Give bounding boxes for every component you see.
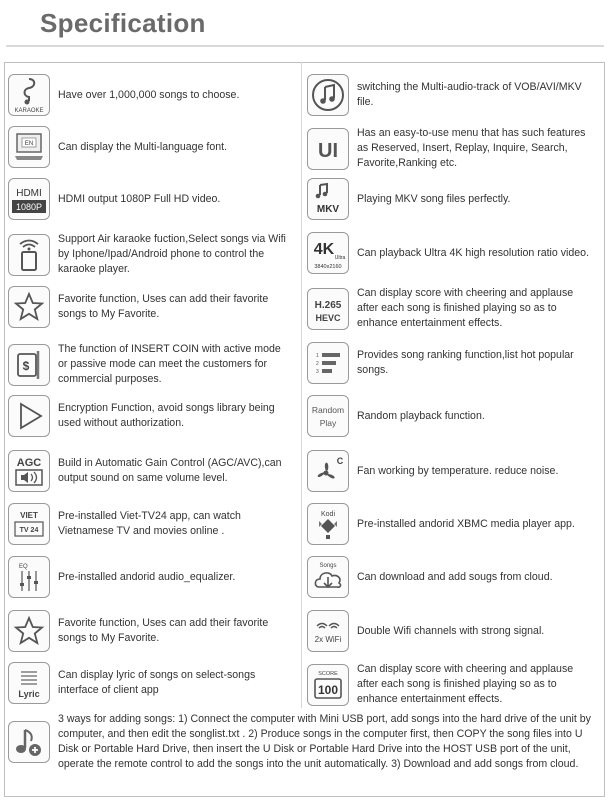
- svg-text:Random: Random: [311, 405, 345, 415]
- feature-text: Can download and add sougs from cloud.: [357, 570, 553, 583]
- feature-item: [8, 503, 304, 545]
- feature-text: Pre-installed Viet-TV24 app, can watch Vietnamese TV and movies online .: [58, 510, 241, 537]
- feature-text: Playing MKV song files perfectly.: [357, 192, 511, 205]
- ranking-icon: [307, 342, 349, 384]
- svg-text:UI: UI: [318, 139, 338, 162]
- feature-text: Random playback function.: [357, 409, 485, 422]
- svg-text:C: C: [336, 456, 344, 466]
- svg-text:2: 2: [316, 361, 319, 367]
- feature-text: HDMI output 1080P Full HD video.: [58, 192, 221, 205]
- feature-text: Has an easy-to-use menu that has such features as Reserved, Insert, Replay, Inquire, Search, Favorite,Ranking etc.: [357, 127, 586, 169]
- fan-icon: [307, 450, 349, 492]
- lyric-icon: [8, 662, 50, 704]
- svg-text:Lyric: Lyric: [18, 689, 40, 699]
- svg-text:4K: 4K: [313, 241, 335, 258]
- svg-text:HEVC: HEVC: [315, 312, 341, 323]
- feature-item: [307, 232, 603, 274]
- svg-text:Play: Play: [319, 418, 337, 428]
- star-icon: [8, 610, 50, 652]
- feature-text: Favorite function, Uses can add their favorite songs to My Favorite.: [58, 617, 269, 644]
- svg-text:1080P: 1080P: [15, 202, 43, 212]
- svg-text:$: $: [22, 358, 30, 373]
- svg-text:EN: EN: [24, 141, 34, 147]
- kodi-icon: [307, 503, 349, 545]
- feature-item: [8, 395, 304, 437]
- svg-text:Kodi: Kodi: [320, 511, 336, 518]
- agc-icon: [8, 450, 50, 492]
- cloud-download-icon: [307, 556, 349, 598]
- feature-text: 3 ways for adding songs: 1) Connect the computer with Mini USB port, add songs into the hard drive of the unit by computer, and then edit the songlist.txt . 2) Produce songs in the computer first, then COPY the song files into U Disk or Portable Hard Drive, then insert the U Disk or Portable Hard Drive into the HOST USB port of the unit, operate the remote control to add the songs into the unit automatically. 3) Download and add songs from cloud.: [58, 713, 591, 770]
- air-karaoke-icon: [8, 234, 50, 276]
- svg-text:3: 3: [316, 369, 319, 375]
- add-songs-icon: [8, 721, 50, 763]
- svg-text:Songs: Songs: [319, 563, 337, 569]
- svg-text:EQ: EQ: [19, 564, 28, 570]
- dual-wifi-icon: [307, 610, 349, 652]
- feature-item: [307, 662, 603, 707]
- feature-item: [307, 126, 603, 171]
- svg-text:H.265: H.265: [314, 299, 342, 311]
- svg-text:KARAOKE: KARAOKE: [14, 108, 44, 114]
- svg-text:AGC: AGC: [16, 457, 42, 469]
- svg-text:MKV: MKV: [316, 204, 340, 215]
- encryption-play-icon: [8, 395, 50, 437]
- feature-item: [307, 178, 603, 220]
- feature-text: Can display the Multi-language font.: [58, 140, 228, 153]
- feature-item: [8, 74, 304, 116]
- feature-text: switching the Multi-audio-track of VOB/AVI/MKV file.: [357, 81, 582, 108]
- svg-text:TV 24: TV 24: [19, 527, 39, 534]
- feature-text: Can display score with cheering and applause after each song is finished playing so as to enhance entertainment effects.: [357, 287, 574, 329]
- page-title: Specification: [40, 8, 206, 38]
- feature-text: Can playback Ultra 4K high resolution ratio video.: [357, 246, 590, 259]
- feature-item: [307, 286, 603, 331]
- feature-item: [8, 610, 304, 652]
- svg-text:100: 100: [317, 682, 339, 697]
- feature-text: Provides song ranking function,list hot popular songs.: [357, 349, 574, 376]
- mkv-icon: [307, 178, 349, 220]
- svg-text:VIET: VIET: [20, 511, 38, 520]
- svg-text:HDMI: HDMI: [16, 188, 42, 199]
- feature-item: [8, 556, 304, 598]
- star-icon: [8, 286, 50, 328]
- feature-text: Pre-installed andorid audio_equalizer.: [58, 570, 236, 583]
- feature-item: [8, 450, 304, 492]
- feature-text: Can display lyric of songs on select-songs interface of client app: [58, 669, 256, 696]
- feature-item: [307, 503, 603, 545]
- music-play-icon: [307, 74, 349, 116]
- random-play-icon: [307, 395, 349, 437]
- svg-text:Ultra: Ultra: [334, 255, 346, 261]
- svg-text:1: 1: [316, 353, 319, 359]
- feature-item: [8, 342, 304, 387]
- viet-tv-icon: [8, 503, 50, 545]
- feature-item: [307, 450, 603, 492]
- equalizer-icon: [8, 556, 50, 598]
- title-divider: [6, 45, 604, 47]
- feature-item: [8, 232, 304, 277]
- feature-text: Support Air karaoke fuction,Select songs via Wifi by Iphone/Ipad/Android phone to control the karaoke player.: [58, 233, 286, 275]
- ui-icon: [307, 128, 349, 170]
- svg-text:3840x2160: 3840x2160: [314, 264, 342, 270]
- insert-coin-icon: [8, 344, 50, 386]
- feature-add-songs: [8, 712, 603, 772]
- feature-item: [307, 395, 603, 437]
- h265-icon: [307, 288, 349, 330]
- svg-text:2x WiFi: 2x WiFi: [314, 635, 342, 644]
- feature-item: [8, 126, 304, 168]
- 4k-icon: [307, 232, 349, 274]
- feature-text: Can display score with cheering and applause after each song is finished playing so as to enhance entertainment effects.: [357, 663, 574, 705]
- score-icon: [307, 664, 349, 706]
- feature-item: [307, 610, 603, 652]
- feature-item: [307, 556, 603, 598]
- feature-text: Favorite function, Uses can add their favorite songs to My Favorite.: [58, 293, 269, 320]
- feature-item: [307, 74, 603, 116]
- feature-text: Pre-installed andorid XBMC media player app.: [357, 517, 575, 530]
- feature-item: [8, 178, 304, 220]
- feature-item: [8, 662, 304, 704]
- feature-text: Fan working by temperature. reduce noise.: [357, 464, 559, 477]
- karaoke-icon: [8, 74, 50, 116]
- feature-item: [307, 342, 603, 384]
- svg-text:SCORE: SCORE: [318, 670, 338, 677]
- feature-text: Build in Automatic Gain Control (AGC/AVC),can output sound on same volume level.: [58, 457, 282, 484]
- feature-text: Encryption Function, avoid songs library being used without authorization.: [58, 402, 275, 429]
- hdmi-icon: [8, 178, 50, 220]
- feature-text: Double Wifi channels with strong signal.: [357, 624, 545, 637]
- feature-text: Have over 1,000,000 songs to choose.: [58, 88, 240, 101]
- feature-item: [8, 286, 304, 328]
- language-font-icon: [8, 126, 50, 168]
- feature-text: The function of INSERT COIN with active mode or passive mode can meet the customers for commercial purposes.: [58, 343, 281, 385]
